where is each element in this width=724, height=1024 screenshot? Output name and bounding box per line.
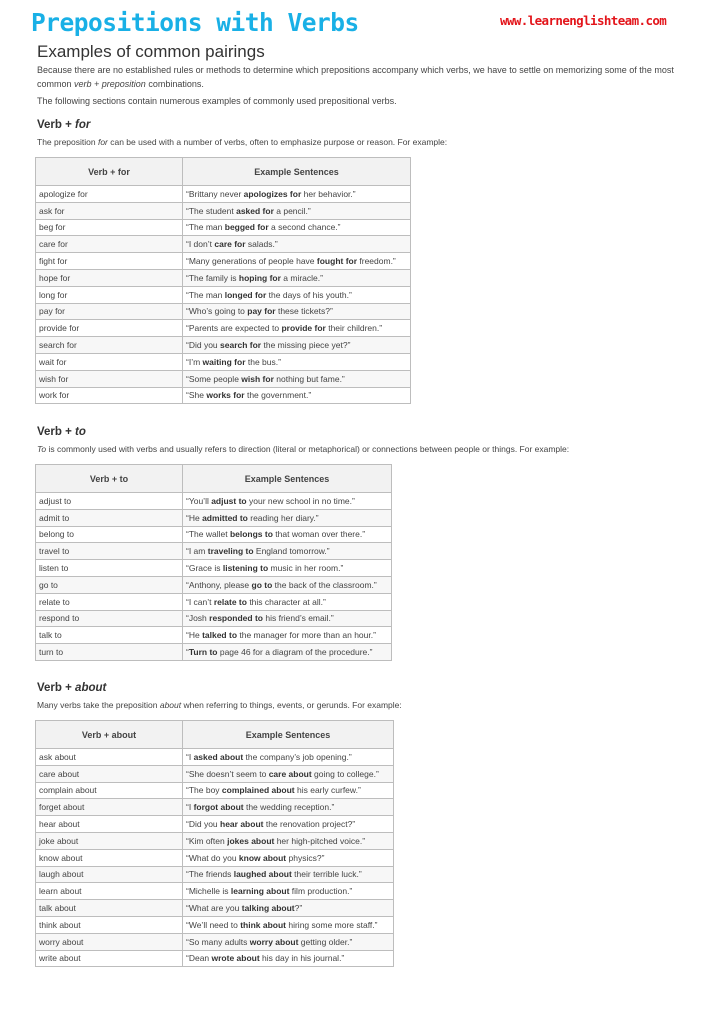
desc-em: To <box>37 444 47 454</box>
example-highlight: hoping for <box>238 272 281 283</box>
table-row <box>36 749 394 766</box>
verb-cell: wish for <box>36 370 183 387</box>
table-row <box>36 526 392 543</box>
table-row <box>36 900 394 917</box>
example-pre: “Parents are expected to <box>186 323 282 334</box>
example-post: these tickets?” <box>275 306 333 317</box>
desc-end: is commonly used with verbs and usually refers to direction (literal or metaphorical) or connections between people or things. For example: <box>46 444 570 454</box>
example-post: ?” <box>294 903 303 914</box>
table-verb-for <box>35 157 411 404</box>
example-highlight: traveling to <box>207 546 254 557</box>
example-pre: “Dean <box>186 953 212 964</box>
example-pre: “The man <box>186 222 225 233</box>
example-highlight: worry about <box>249 936 299 947</box>
verb-cell: worry about <box>36 933 183 950</box>
column-header-verb: Verb + about <box>36 721 183 749</box>
example-pre: “Josh <box>186 613 210 624</box>
example-highlight: talked to <box>202 630 238 641</box>
verb-cell: provide for <box>36 320 183 337</box>
table-row <box>36 950 394 967</box>
intro-text-start: Because there are no established rules or methods to determine which prepositions accompany which verbs, we have to settle on memorizing some of the most common <box>37 65 674 89</box>
example-post: nothing but fame.” <box>273 373 345 384</box>
verb-cell: talk about <box>36 900 183 917</box>
example-post: salads.” <box>245 239 278 250</box>
table-row <box>36 627 392 644</box>
example-highlight: think about <box>240 919 286 930</box>
example-highlight: adjust to <box>211 495 247 506</box>
intro-paragraph-2: The following sections contain numerous examples of commonly used prepositional verbs. <box>37 96 397 106</box>
section-title-em: about <box>75 682 107 694</box>
verb-cell: wait for <box>36 353 183 370</box>
example-cell <box>183 576 392 593</box>
verb-cell: fight for <box>36 253 183 270</box>
example-cell <box>183 387 411 404</box>
table-row <box>36 560 392 577</box>
example-post: the wedding reception.” <box>243 802 335 813</box>
table-row <box>36 866 394 883</box>
example-post: hiring some more staff.” <box>286 919 378 930</box>
desc-end: can be used with a number of verbs, often to emphasize purpose or reason. For example: <box>107 137 448 147</box>
table-row <box>36 353 411 370</box>
site-url: www.learnenglishteam.com <box>500 13 667 28</box>
example-highlight: learning about <box>230 886 290 897</box>
example-post: music in her room.” <box>268 563 344 574</box>
example-pre: “Did you <box>186 340 221 351</box>
verb-cell: care for <box>36 236 183 253</box>
verb-cell: belong to <box>36 526 183 543</box>
example-pre: “You’ll <box>186 495 212 506</box>
verb-cell: relate to <box>36 593 183 610</box>
example-highlight: relate to <box>213 596 247 607</box>
verb-cell: care about <box>36 765 183 782</box>
example-cell <box>183 509 392 526</box>
verb-cell: write about <box>36 950 183 967</box>
example-highlight: waiting for <box>202 356 246 367</box>
example-pre: “The friends <box>186 869 234 880</box>
table-row <box>36 303 411 320</box>
intro-text-em: verb + preposition <box>74 79 146 89</box>
section-title-em: to <box>75 426 86 438</box>
example-pre: “We’ll need to <box>186 919 241 930</box>
table-row <box>36 236 411 253</box>
example-highlight: asked about <box>193 751 244 762</box>
example-highlight: wrote about <box>211 953 260 964</box>
table-row <box>36 320 411 337</box>
example-post: physics?” <box>286 852 325 863</box>
table-row <box>36 933 394 950</box>
example-cell <box>183 627 392 644</box>
example-post: that woman over there.” <box>272 529 366 540</box>
table-row <box>36 202 411 219</box>
example-cell <box>183 765 394 782</box>
example-pre: “I <box>186 802 194 813</box>
example-pre: “The wallet <box>186 529 230 540</box>
example-post: the government.” <box>244 390 312 401</box>
table-row <box>36 832 394 849</box>
example-pre: “The family is <box>186 272 239 283</box>
table-row <box>36 576 392 593</box>
example-pre: “I <box>186 751 194 762</box>
example-post: their terrible luck.” <box>291 869 362 880</box>
table-row <box>36 219 411 236</box>
section-desc-to <box>37 444 569 454</box>
table-row <box>36 799 394 816</box>
example-cell <box>183 202 411 219</box>
example-highlight: asked for <box>236 205 274 216</box>
verb-cell: hear about <box>36 816 183 833</box>
example-pre: “She doesn’t seem to <box>186 768 269 779</box>
example-cell <box>183 320 411 337</box>
verb-cell: pay for <box>36 303 183 320</box>
example-post: her behavior.” <box>301 188 356 199</box>
example-pre: “I can’t <box>186 596 214 607</box>
verb-cell: listen to <box>36 560 183 577</box>
example-post: a second chance.” <box>268 222 341 233</box>
example-cell <box>183 782 394 799</box>
verb-cell: learn about <box>36 883 183 900</box>
table-header-row <box>36 721 394 749</box>
example-post: the renovation project?” <box>263 819 356 830</box>
example-pre: “I am <box>186 546 208 557</box>
column-header-verb: Verb + for <box>36 158 183 186</box>
page-title: Prepositions with Verbs <box>31 8 359 37</box>
table-header-row <box>36 465 392 493</box>
example-cell <box>183 933 394 950</box>
example-post: film production.” <box>289 886 353 897</box>
example-post: the days of his youth.” <box>266 289 352 300</box>
example-pre: “The man <box>186 289 225 300</box>
example-post: page 46 for a diagram of the procedure.” <box>217 647 373 658</box>
example-cell <box>183 286 411 303</box>
example-post: the missing piece yet?” <box>261 340 351 351</box>
verb-cell: ask about <box>36 749 183 766</box>
example-cell <box>183 816 394 833</box>
example-pre: “Michelle is <box>186 886 231 897</box>
column-header-example: Example Sentences <box>183 721 394 749</box>
verb-cell: travel to <box>36 543 183 560</box>
table-row <box>36 593 392 610</box>
example-highlight: apologizes for <box>243 188 302 199</box>
verb-cell: apologize for <box>36 186 183 203</box>
example-pre: “So many adults <box>186 936 250 947</box>
example-highlight: works for <box>206 390 245 401</box>
section-title-prefix: Verb + <box>37 119 76 131</box>
verb-cell: adjust to <box>36 493 183 510</box>
section-title-prefix: Verb + <box>37 426 76 438</box>
example-pre: “Anthony, please <box>186 579 252 590</box>
example-pre: “Many generations of people have <box>186 256 317 267</box>
example-cell <box>183 253 411 270</box>
example-cell <box>183 186 411 203</box>
table-row <box>36 816 394 833</box>
example-highlight: belongs to <box>229 529 273 540</box>
desc-em: about <box>159 700 182 710</box>
example-post: his friend’s email.” <box>263 613 334 624</box>
section-title-to <box>37 426 86 438</box>
example-cell <box>183 236 411 253</box>
example-highlight: complained about <box>221 785 295 796</box>
desc-start: Many verbs take the preposition <box>37 700 160 710</box>
example-post: their children.” <box>325 323 383 334</box>
example-cell <box>183 866 394 883</box>
verb-cell: ask for <box>36 202 183 219</box>
example-cell <box>183 353 411 370</box>
example-cell <box>183 832 394 849</box>
example-post: going to college.” <box>311 768 379 779</box>
example-pre: “ <box>186 647 189 658</box>
example-highlight: Turn to <box>188 647 218 658</box>
example-cell <box>183 560 392 577</box>
table-row <box>36 883 394 900</box>
verb-cell: laugh about <box>36 866 183 883</box>
intro-text-end: combinations. <box>145 79 204 89</box>
table-row <box>36 849 394 866</box>
table-row <box>36 269 411 286</box>
example-pre: “Some people <box>186 373 242 384</box>
example-cell <box>183 593 392 610</box>
example-highlight: hear about <box>220 819 264 830</box>
example-highlight: admitted to <box>202 512 248 523</box>
example-pre: “The student <box>186 205 237 216</box>
example-highlight: forgot about <box>193 802 244 813</box>
example-highlight: care for <box>214 239 246 250</box>
verb-cell: admit to <box>36 509 183 526</box>
example-cell <box>183 303 411 320</box>
example-cell <box>183 493 392 510</box>
example-highlight: laughed about <box>233 869 292 880</box>
intro-heading: Examples of common pairings <box>37 42 265 61</box>
verb-cell: talk to <box>36 627 183 644</box>
column-header-example: Example Sentences <box>183 158 411 186</box>
table-row <box>36 765 394 782</box>
example-post: England tomorrow.” <box>253 546 330 557</box>
example-highlight: longed for <box>224 289 267 300</box>
verb-cell: joke about <box>36 832 183 849</box>
example-post: her high-pitched voice.” <box>274 835 366 846</box>
example-highlight: go to <box>251 579 273 590</box>
verb-cell: respond to <box>36 610 183 627</box>
verb-cell: forget about <box>36 799 183 816</box>
example-cell <box>183 543 392 560</box>
intro-paragraph <box>37 63 697 91</box>
example-post: reading her diary.” <box>247 512 319 523</box>
table-header-row <box>36 158 411 186</box>
example-pre: “She <box>186 390 207 401</box>
example-highlight: provide for <box>281 323 326 334</box>
verb-cell: search for <box>36 337 183 354</box>
table-row <box>36 493 392 510</box>
example-pre: “He <box>186 630 203 641</box>
section-title-em: for <box>75 119 91 131</box>
desc-start: The preposition <box>37 137 98 147</box>
table-row <box>36 387 411 404</box>
example-highlight: care about <box>268 768 312 779</box>
example-highlight: know about <box>238 852 287 863</box>
verb-cell: beg for <box>36 219 183 236</box>
table-row <box>36 286 411 303</box>
table-row <box>36 370 411 387</box>
verb-cell: think about <box>36 916 183 933</box>
example-cell <box>183 950 394 967</box>
table-row <box>36 337 411 354</box>
example-pre: “Who’s going to <box>186 306 248 317</box>
example-post: the company’s job opening.” <box>243 751 352 762</box>
example-cell <box>183 610 392 627</box>
example-cell <box>183 269 411 286</box>
example-cell <box>183 370 411 387</box>
example-pre: “Kim often <box>186 835 228 846</box>
table-row <box>36 543 392 560</box>
example-highlight: search for <box>220 340 262 351</box>
table-verb-about <box>35 720 394 967</box>
example-cell <box>183 799 394 816</box>
example-cell <box>183 644 392 661</box>
example-cell <box>183 900 394 917</box>
example-cell <box>183 849 394 866</box>
example-post: a miracle.” <box>280 272 323 283</box>
section-desc-for <box>37 137 447 147</box>
example-post: your new school in no time.” <box>246 495 355 506</box>
table-row <box>36 509 392 526</box>
section-title-about <box>37 682 106 694</box>
table-row <box>36 610 392 627</box>
example-cell <box>183 916 394 933</box>
verb-cell: know about <box>36 849 183 866</box>
example-highlight: pay for <box>247 306 276 317</box>
table-row <box>36 253 411 270</box>
example-highlight: begged for <box>224 222 269 233</box>
verb-cell: work for <box>36 387 183 404</box>
example-cell <box>183 337 411 354</box>
example-pre: “What are you <box>186 903 242 914</box>
table-row <box>36 782 394 799</box>
verb-cell: turn to <box>36 644 183 661</box>
example-pre: “Did you <box>186 819 221 830</box>
example-highlight: jokes about <box>227 835 275 846</box>
example-post: his day in his journal.” <box>259 953 345 964</box>
example-pre: “What do you <box>186 852 239 863</box>
example-highlight: wish for <box>241 373 274 384</box>
example-cell <box>183 526 392 543</box>
table-row <box>36 186 411 203</box>
example-pre: “Grace is <box>186 563 223 574</box>
example-post: getting older.” <box>298 936 353 947</box>
section-title-prefix: Verb + <box>37 682 76 694</box>
example-post: freedom.” <box>357 256 396 267</box>
example-post: a pencil.” <box>273 205 311 216</box>
example-pre: “The boy <box>186 785 222 796</box>
example-cell <box>183 883 394 900</box>
verb-cell: hope for <box>36 269 183 286</box>
table-row <box>36 916 394 933</box>
example-pre: “I don’t <box>186 239 215 250</box>
column-header-example: Example Sentences <box>183 465 392 493</box>
table-row <box>36 644 392 661</box>
verb-cell: go to <box>36 576 183 593</box>
example-cell <box>183 749 394 766</box>
example-highlight: listening to <box>222 563 269 574</box>
example-highlight: responded to <box>209 613 263 624</box>
example-post: the bus.” <box>245 356 281 367</box>
verb-cell: complain about <box>36 782 183 799</box>
example-highlight: talking about <box>241 903 295 914</box>
example-post: the manager for more than an hour.” <box>237 630 376 641</box>
section-title-for <box>37 119 90 131</box>
example-pre: “He <box>186 512 203 523</box>
example-post: the back of the classroom.” <box>272 579 377 590</box>
example-pre: “I’m <box>186 356 203 367</box>
desc-end: when referring to things, events, or gerunds. For example: <box>181 700 402 710</box>
example-pre: “Brittany never <box>186 188 244 199</box>
table-verb-to <box>35 464 392 661</box>
desc-em: for <box>97 137 108 147</box>
column-header-verb: Verb + to <box>36 465 183 493</box>
example-highlight: fought for <box>316 256 358 267</box>
verb-cell: long for <box>36 286 183 303</box>
section-desc-about <box>37 700 402 710</box>
example-post: this character at all.” <box>246 596 326 607</box>
example-cell <box>183 219 411 236</box>
example-post: his early curfew.” <box>294 785 361 796</box>
